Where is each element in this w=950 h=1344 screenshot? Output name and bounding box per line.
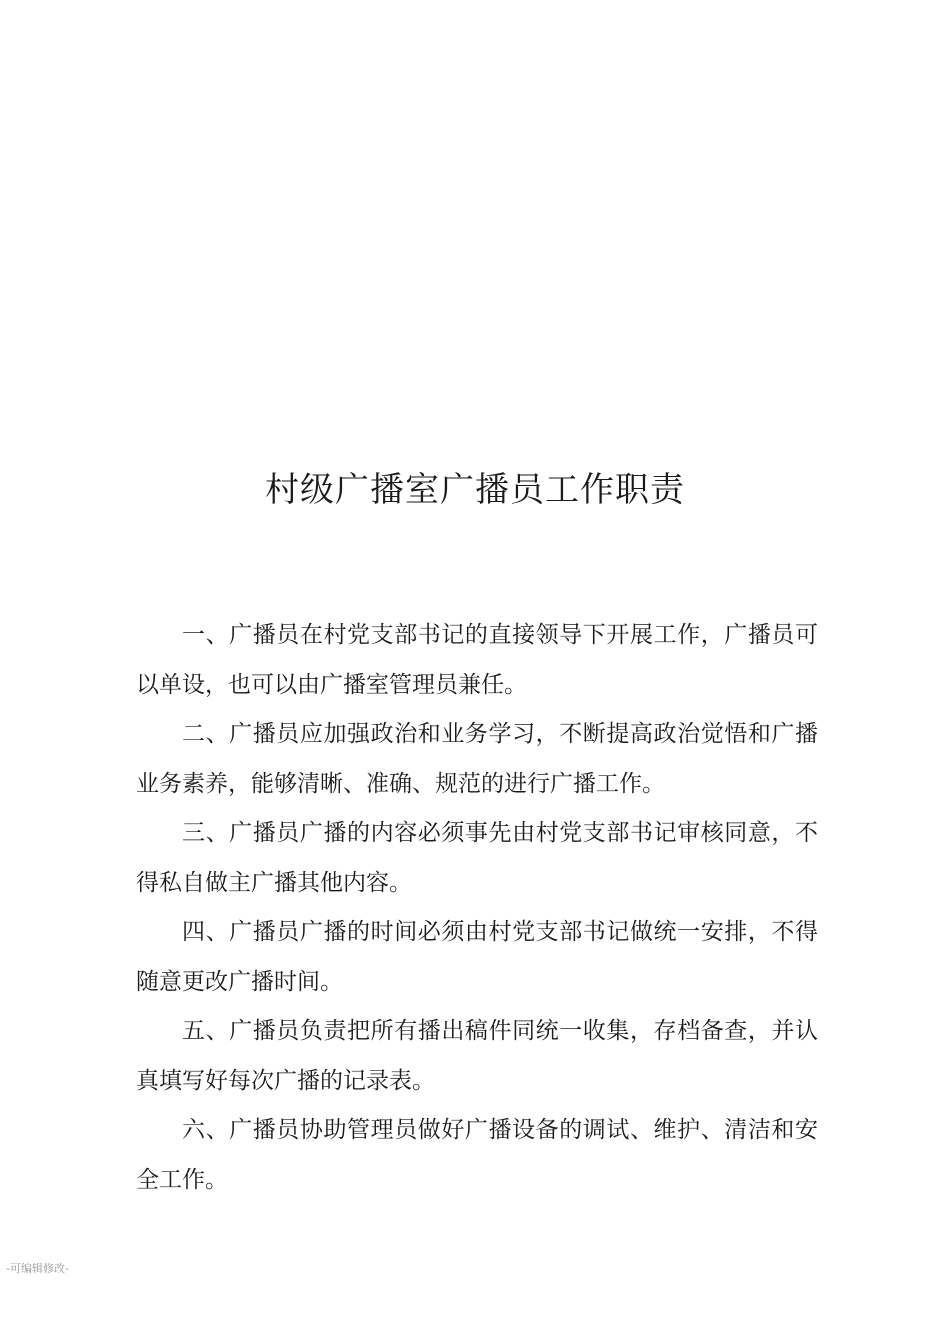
- document-body: [136, 611, 818, 1205]
- paragraph-2: 二、广播员应加强政治和业务学习，不断提高政治觉悟和广播业务素养，能够清晰、准确、规范的进行广播工作。: [136, 721, 818, 797]
- paragraph-3: 三、广播员广播的内容必须事先由村党支部书记审核同意，不得私自做主广播其他内容。: [136, 820, 818, 896]
- paragraph-6: 六、广播员协助管理员做好广播设备的调试、维护、清洁和安全工作。: [136, 1117, 818, 1193]
- footer-note: -可编辑修改-: [6, 1262, 69, 1275]
- paragraph-4: 四、广播员广播的时间必须由村党支部书记做统一安排，不得随意更改广播时间。: [136, 919, 818, 995]
- page-title: 村级广播室广播员工作职责: [265, 470, 685, 510]
- paragraph-5: 五、广播员负责把所有播出稿件同统一收集，存档备查，并认真填写好每次广播的记录表。: [136, 1018, 818, 1094]
- paragraph-1: 一、广播员在村党支部书记的直接领导下开展工作，广播员可以单设，也可以由广播室管理员兼任。: [136, 622, 818, 698]
